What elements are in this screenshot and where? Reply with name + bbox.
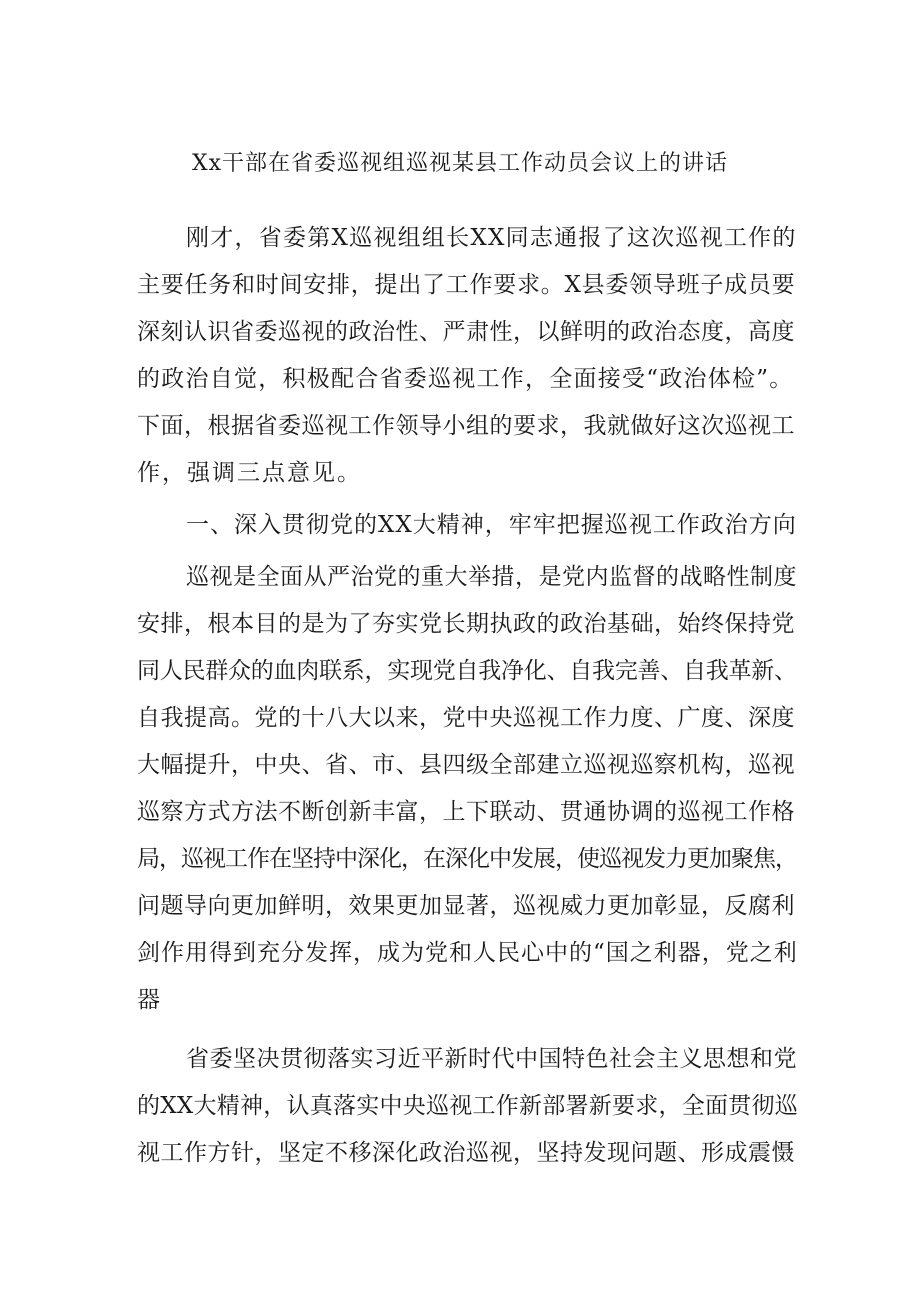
text-line: 大幅提升，中央、省、市、县四级全部建立巡视巡察机构，巡视 xyxy=(137,752,795,778)
text-line: 省委坚决贯彻落实习近平新时代中国特色社会主义思想和党 xyxy=(186,1046,797,1072)
text-line: 局，巡视工作在坚持中深化，在深化中发展，使巡视发力更加聚焦， xyxy=(137,846,797,872)
text-line: 的政治自觉，积极配合省委巡视工作，全面接受“政治体检”。 xyxy=(137,366,794,392)
text-line: 深刻认识省委巡视的政治性、严肃性，以鲜明的政治态度，高度 xyxy=(137,319,795,345)
text-line: 巡视是全面从严治党的重大举措，是党内监督的战略性制度 xyxy=(186,564,797,590)
text-line: 问题导向更加鲜明，效果更加显著，巡视威力更加彰显，反腐利 xyxy=(137,893,795,919)
text-line: 视工作方针，坚定不移深化政治巡视，坚持发现问题、形成震慑 xyxy=(137,1140,795,1166)
text-line: 的XX大精神，认真落实中央巡视工作新部署新要求，全面贯彻巡 xyxy=(137,1093,798,1119)
heading-line: 一、深入贯彻党的XX大精神，牢牢把握巡视工作政治方向 xyxy=(186,512,797,538)
text-line: 巡察方式方法不断创新丰富，上下联动、贯通协调的巡视工作格 xyxy=(137,799,795,825)
text-line: 安排，根本目的是为了夯实党长期执政的政治基础，始终保持党 xyxy=(137,611,795,637)
text-line: 器 xyxy=(137,987,162,1013)
document-title: Xx干部在省委巡视组巡视某县工作动员会议上的讲话 xyxy=(191,151,729,176)
text-line: 同人民群众的血肉联系，实现党自我净化、自我完善、自我革新、 xyxy=(137,658,797,684)
text-line: 下面，根据省委巡视工作领导小组的要求，我就做好这次巡视工 xyxy=(137,413,795,439)
text-line: 自我提高。党的十八大以来，党中央巡视工作力度、广度、深度 xyxy=(137,705,795,731)
text-line: 作，强调三点意见。 xyxy=(137,460,362,486)
text-line: 刚才，省委第X巡视组组长XX同志通报了这次巡视工作的 xyxy=(186,225,797,251)
text-line: 剑作用得到充分发挥，成为党和人民心中的“国之利器，党之利 xyxy=(137,940,798,966)
text-line: 主要任务和时间安排，提出了工作要求。X县委领导班子成员要 xyxy=(137,272,796,298)
